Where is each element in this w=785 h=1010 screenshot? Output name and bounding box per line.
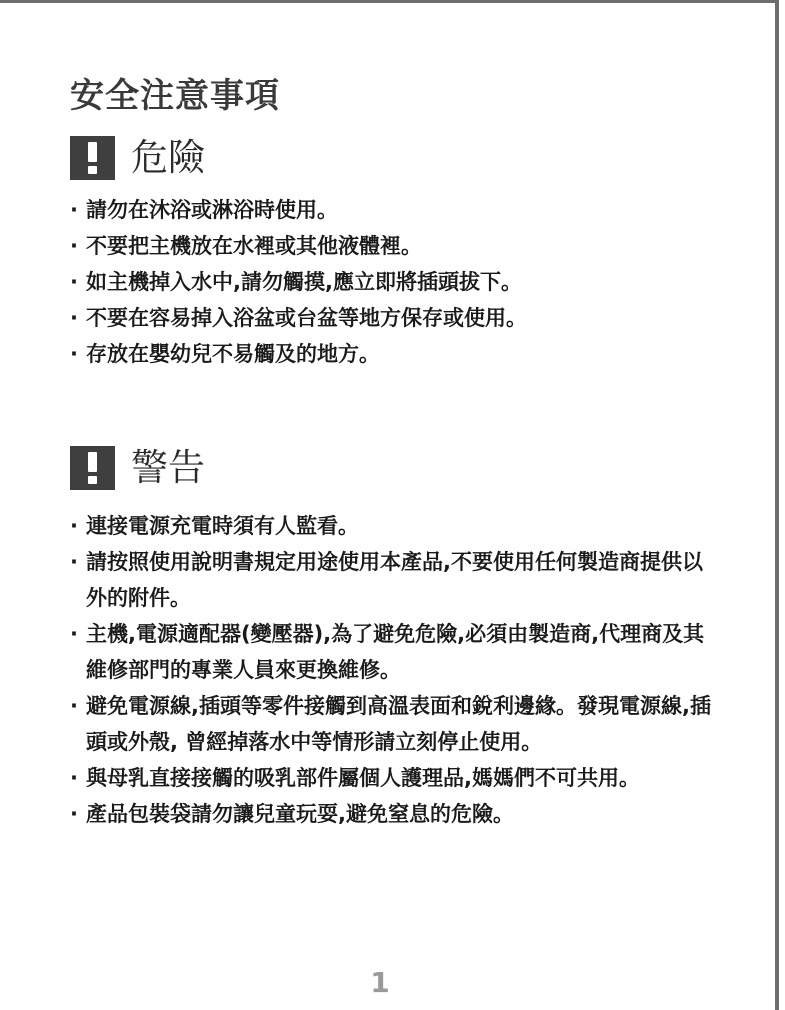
bullet: ·	[70, 270, 78, 294]
bullet: ·	[70, 802, 78, 826]
bullet: ·	[70, 622, 78, 646]
bullet: ·	[70, 342, 78, 366]
list-item-text: 存放在嬰幼兒不易觸及的地方。	[86, 342, 380, 366]
list-item-text: 產品包裝袋請勿讓兒童玩耍,避免窒息的危險。	[86, 802, 514, 826]
list-item-text: 連接電源充電時須有人監看。	[86, 514, 359, 538]
danger-heading	[70, 136, 205, 180]
warning-heading-text: 警告	[131, 446, 205, 489]
danger-heading-text: 危險	[131, 136, 205, 179]
bullet: ·	[70, 514, 78, 538]
bullet: ·	[70, 694, 78, 718]
exclamation-icon	[70, 446, 115, 490]
bullet: ·	[70, 550, 78, 574]
list-item-text: 請勿在沐浴或淋浴時使用。	[86, 198, 338, 222]
bullet: ·	[70, 234, 78, 258]
list-item-text: 如主機掉入水中,請勿觸摸,應立即將插頭拔下。	[86, 270, 522, 294]
list-item	[68, 796, 718, 832]
list-item	[68, 336, 718, 372]
list-item-text: 主機,電源適配器(變壓器),為了避免危險,必須由製造商,代理商及其維修部門的專業人員來更換維修。	[86, 622, 705, 682]
list-item-text: 與母乳直接接觸的吸乳部件屬個人護理品,媽媽們不可共用。	[86, 766, 640, 790]
list-item-text: 請按照使用說明書規定用途使用本產品,不要使用任何製造商提供以外的附件。	[86, 550, 703, 610]
list-item	[68, 688, 718, 760]
danger-list	[68, 192, 718, 372]
list-item-text: 不要在容易掉入浴盆或台盆等地方保存或使用。	[86, 306, 527, 330]
warning-heading	[70, 446, 205, 490]
page-title: 安全注意事項	[70, 76, 280, 116]
bullet: ·	[70, 766, 78, 790]
list-item	[68, 192, 718, 228]
list-item	[68, 508, 718, 544]
list-item	[68, 544, 718, 616]
list-item	[68, 228, 718, 264]
warning-list	[68, 508, 718, 832]
page-number: 1	[370, 966, 390, 999]
bullet: ·	[70, 306, 78, 330]
list-item	[68, 264, 718, 300]
list-item-text: 避免電源線,插頭等零件接觸到高溫表面和銳利邊緣。發現電源線,插頭或外殼, 曾經掉落水中等情形請立刻停止使用。	[86, 694, 711, 754]
exclamation-icon	[70, 136, 115, 180]
list-item	[68, 300, 718, 336]
list-item	[68, 760, 718, 796]
list-item-text: 不要把主機放在水裡或其他液體裡。	[86, 234, 422, 258]
bullet: ·	[70, 198, 78, 222]
list-item	[68, 616, 718, 688]
